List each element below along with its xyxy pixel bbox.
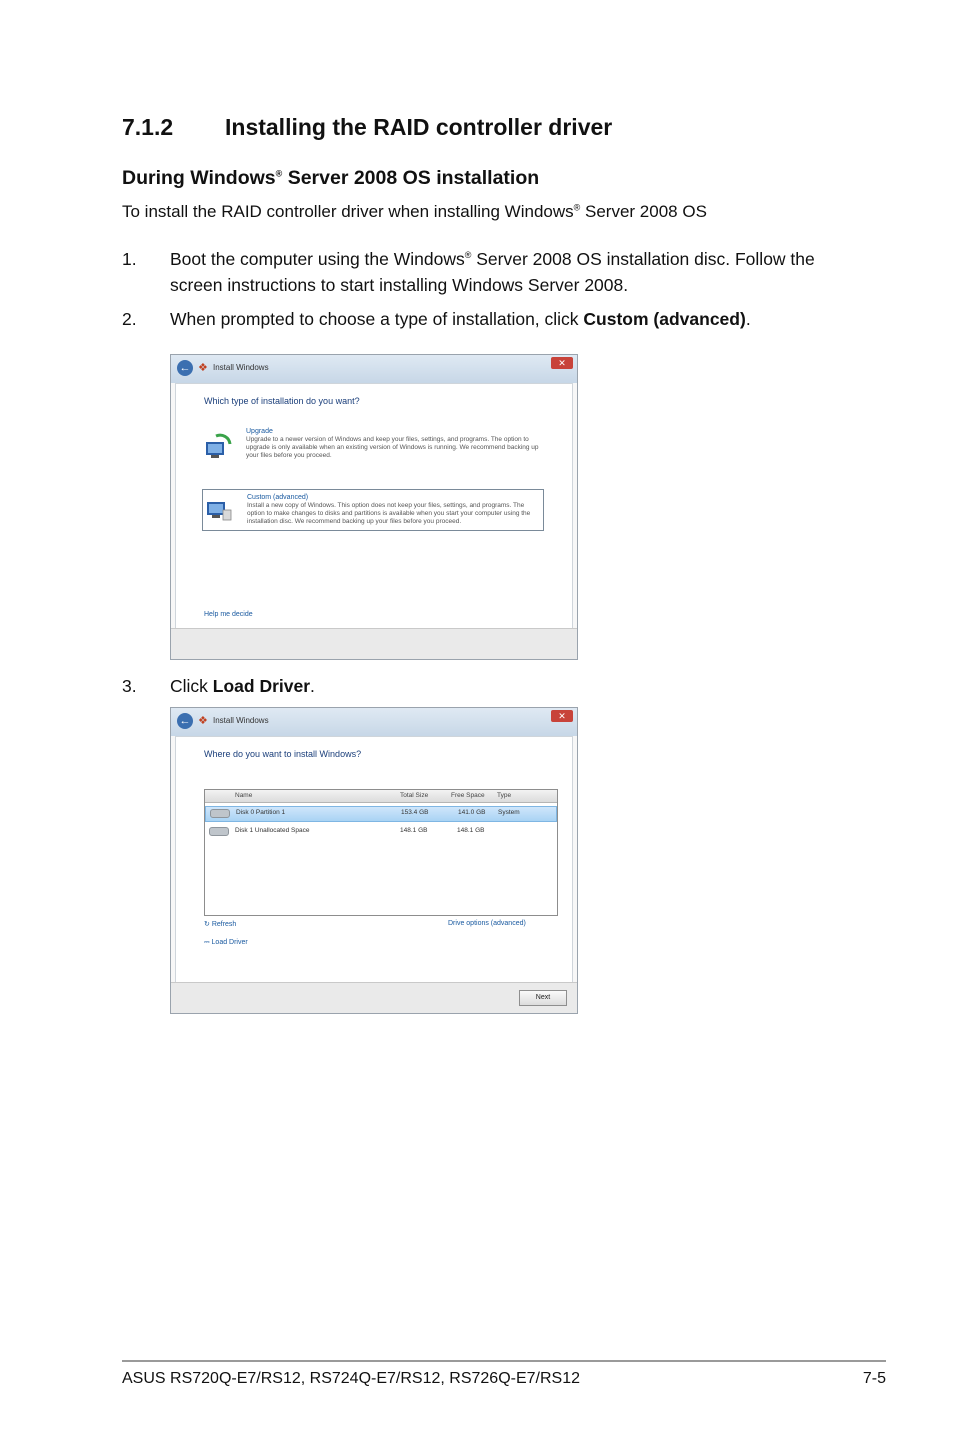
window-footer [171, 628, 577, 659]
upgrade-computer-icon [202, 432, 232, 462]
footer-models: ASUS RS720Q-E7/RS12, RS724Q-E7/RS12, RS726Q-E7/RS12 [122, 1370, 580, 1387]
intro-text-a: To install the RAID controller driver when installing Windows [122, 202, 574, 221]
refresh-icon: ↻ [204, 921, 212, 928]
windows-flag-icon: ❖ [198, 362, 208, 374]
window-titlebar [171, 355, 577, 383]
custom-title: Custom (advanced) [247, 494, 309, 501]
section-title [122, 114, 612, 141]
step-text-b: . [310, 676, 315, 696]
custom-description: Install a new copy of Windows. This option does not keep your files, settings, and programs. The option to make changes to disks and partitions is available when you start your computer using the installation disc. We recommend backing up your files before you proceed. [247, 502, 531, 525]
intro-text-b: Server 2008 OS [580, 202, 707, 221]
row-free-space: 148.1 GB [457, 827, 485, 834]
table-row[interactable] [205, 806, 557, 822]
footer-rule [122, 1360, 886, 1362]
disk-drive-icon [209, 827, 229, 836]
row-type: System [498, 809, 520, 816]
step-text-a: When prompted to choose a type of installation, click [170, 309, 584, 329]
disk-table-header [205, 790, 557, 803]
column-total-size: Total Size [400, 792, 429, 799]
step-text-a: Boot the computer using the Windows [170, 249, 465, 269]
refresh-label: Refresh [211, 921, 237, 928]
upgrade-description: Upgrade to a newer version of Windows and keep your files, settings, and programs. The option to upgrade is only available when an existing version of Windows is running. We recommend backing up your files before you proceed. [246, 436, 539, 459]
column-free-space: Free Space [451, 792, 485, 799]
step-bold-text: Custom (advanced) [583, 309, 746, 329]
step-number: 2. [122, 309, 137, 329]
row-free-space: 141.0 GB [458, 809, 486, 816]
registered-mark: ® [464, 250, 472, 261]
screenshot-installation-type [170, 354, 578, 660]
subheading-text-b: Server 2008 OS installation [282, 167, 540, 189]
drive-options-link[interactable]: Drive options (advanced) [448, 920, 526, 927]
custom-computer-icon [203, 494, 233, 524]
step-1 [122, 246, 862, 298]
subheading-text-a: During Windows [122, 167, 276, 189]
back-arrow-icon[interactable]: ← [177, 360, 193, 376]
close-icon[interactable]: ✕ [551, 357, 573, 369]
row-name: Disk 1 Unallocated Space [235, 827, 310, 834]
screenshot-install-location [170, 707, 578, 1014]
registered-mark: ® [275, 168, 283, 179]
step-text [170, 246, 862, 298]
window-footer [171, 982, 577, 1013]
column-name: Name [235, 792, 253, 799]
upgrade-title: Upgrade [246, 428, 273, 435]
column-type: Type [497, 792, 512, 799]
window-title: Install Windows [213, 716, 269, 725]
row-name: Disk 0 Partition 1 [236, 809, 286, 816]
step-number: 1. [122, 249, 137, 269]
window-titlebar [171, 708, 577, 736]
step-number: 3. [122, 676, 137, 696]
step-text-a: Click [170, 676, 213, 696]
step-bold-text: Load Driver [212, 676, 311, 696]
upgrade-option[interactable] [202, 428, 542, 460]
page-number: 7-5 [862, 1370, 886, 1387]
section-title-text: Installing the RAID controller driver [225, 114, 613, 140]
installation-question: Which type of installation do you want? [204, 396, 360, 406]
windows-flag-icon: ❖ [198, 715, 208, 727]
subheading [122, 167, 539, 190]
step-text [170, 673, 862, 699]
load-driver-icon: ⎓ [204, 939, 212, 946]
step-2 [122, 306, 862, 332]
install-location-question: Where do you want to install Windows? [204, 749, 362, 759]
refresh-link[interactable] [204, 920, 236, 928]
table-row[interactable] [205, 825, 557, 839]
window-content [175, 383, 573, 629]
load-driver-link[interactable] [204, 939, 248, 947]
back-arrow-icon[interactable]: ← [177, 713, 193, 729]
load-driver-label: Load Driver [211, 939, 248, 946]
step-text-b: Server 2008 OS installation disc. Follow the screen instructions to start installing Windows Server 2008. [170, 249, 815, 295]
window-content [175, 736, 573, 983]
registered-mark: ® [573, 202, 581, 213]
help-me-decide-link[interactable]: Help me decide [204, 611, 253, 618]
close-icon[interactable]: ✕ [551, 710, 573, 722]
custom-advanced-option[interactable] [202, 489, 544, 531]
disk-drive-icon [210, 809, 230, 818]
step-3 [122, 673, 862, 699]
step-text [170, 306, 862, 332]
next-button[interactable]: Next [519, 990, 567, 1006]
intro-paragraph [122, 202, 707, 222]
disk-table [204, 789, 558, 916]
window-title: Install Windows [213, 363, 269, 372]
step-text-b: . [745, 309, 751, 329]
row-total-size: 153.4 GB [401, 809, 429, 816]
row-total-size: 148.1 GB [400, 827, 428, 834]
section-number: 7.1.2 [122, 114, 174, 140]
